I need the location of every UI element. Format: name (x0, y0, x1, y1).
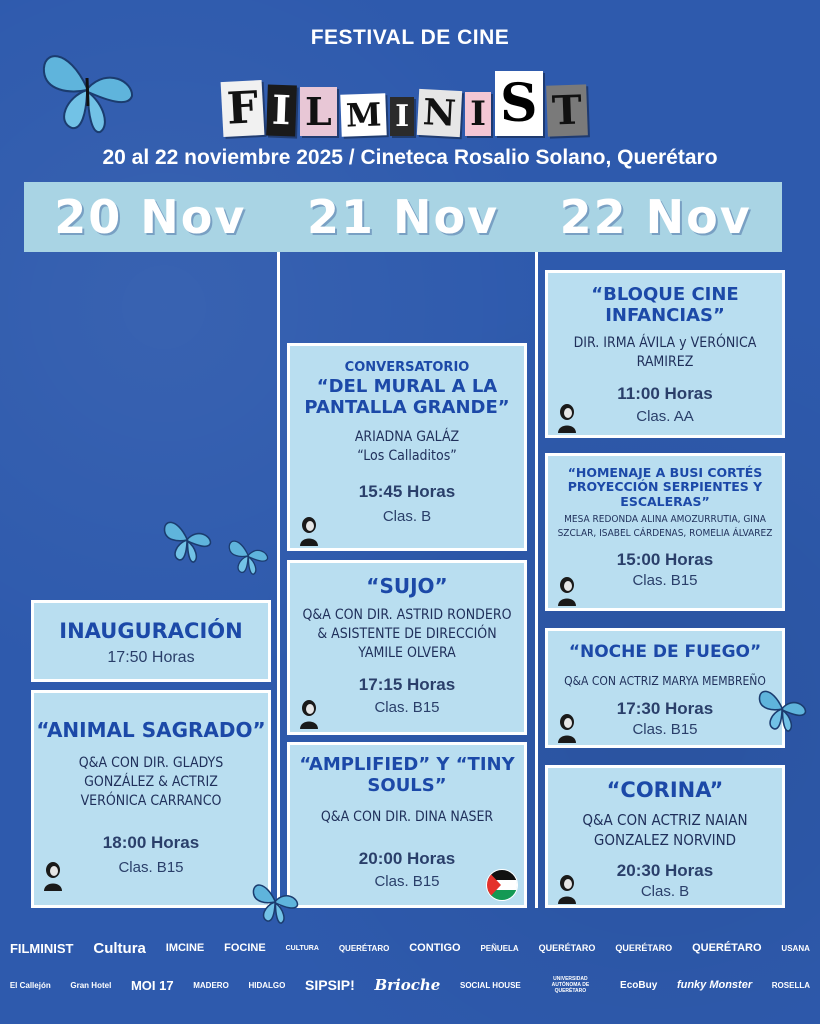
sponsor-logo: QUERÉTARO (692, 942, 762, 954)
event-description (548, 810, 782, 851)
sponsor-logo: Brioche (374, 976, 441, 994)
event-card-homenaje (545, 453, 785, 611)
event-card-amplified (287, 742, 527, 908)
title-line: SOULS” (367, 774, 447, 796)
sponsor-logo: Cultura (93, 939, 146, 957)
sponsor-logo: USANA (781, 943, 810, 953)
day-label: 21 Nov (306, 190, 500, 244)
director-portrait-icon (298, 699, 320, 729)
logo-letter: N (417, 89, 462, 137)
director-portrait-icon (42, 861, 64, 891)
event-title (290, 377, 524, 418)
rating-label: Clas. B15 (118, 858, 184, 876)
rating-label: Clas. AA (636, 408, 694, 426)
sponsor-logo: Gran Hotel (70, 980, 112, 990)
logo-letter: I (390, 97, 414, 136)
title-line: PANTALLA GRANDE” (304, 396, 510, 418)
festival-label: FESTIVAL DE CINE (310, 26, 510, 49)
day-label: 20 Nov (54, 190, 247, 244)
event-title (548, 466, 782, 509)
title-line: “BLOQUE CINE (591, 284, 739, 305)
event-time: 17:50 Horas (107, 649, 195, 667)
event-time: 17:15 Horas (358, 674, 456, 694)
event-description (34, 754, 268, 811)
butterfly-icon (38, 42, 136, 134)
description-line: & ASISTENTE DE DIRECCIÓN (317, 625, 497, 642)
description-line: ARIADNA GALÁZ (354, 429, 460, 446)
description-line: GONZALEZ NORVIND (593, 831, 737, 850)
event-card-mural (287, 343, 527, 551)
sponsor-logo: EcoBuy (620, 979, 658, 991)
filminist-logo (222, 56, 586, 136)
description-line: RAMIREZ (636, 354, 694, 371)
sponsor-logo: QUERÉTARO (615, 943, 673, 953)
logo-letter: M (340, 93, 387, 137)
sponsor-logo: CULTURA (285, 944, 319, 952)
sponsor-logo: PEÑUELA (480, 943, 519, 953)
title-line: “HOMENAJE A BUSI CORTÉS (567, 465, 763, 480)
event-card-inauguracion (31, 600, 271, 682)
description-line: VERÓNICA CARRANCO (80, 792, 222, 809)
event-card-sujo (287, 560, 527, 735)
sponsor-logo: SOCIAL HOUSE (459, 980, 521, 990)
rating-label: Clas. B15 (632, 720, 698, 738)
logo-letter: I (465, 92, 491, 136)
logo-letter: L (300, 87, 337, 136)
event-time: 17:30 Horas (616, 698, 714, 718)
event-title: “CORINA” (606, 778, 724, 802)
sponsor-logos-row (0, 936, 820, 960)
rating-label: Clas. B15 (374, 873, 440, 891)
event-time: 15:00 Horas (616, 550, 714, 570)
event-card-noche-de-fuego (545, 628, 785, 748)
event-title (290, 755, 524, 796)
sponsor-logo: QUERÉTARO (538, 943, 596, 953)
description-line: DIR. IRMA ÁVILA y VERÓNICA (573, 335, 757, 352)
description-line: Q&A CON DIR. GLADYS (78, 755, 224, 771)
rating-label: Clas. B15 (632, 572, 698, 590)
description-line: Q&A CON ACTRIZ NAIAN (582, 811, 748, 830)
sponsor-logo: MOI 17 (130, 977, 174, 993)
rating-label: Clas. B (640, 882, 690, 900)
date-header-band (24, 182, 782, 252)
sponsor-logo: FILMINIST (9, 940, 74, 956)
event-description (548, 334, 782, 372)
event-time: 20:00 Horas (358, 849, 456, 869)
description-line: YAMILE OLVERA (358, 644, 456, 661)
description-line: MESA REDONDA ALINA AMOZURRUTIA, GINA (564, 514, 766, 526)
description-line: GONZÁLEZ & ACTRIZ (84, 773, 218, 790)
title-line: “DEL MURAL A LA (316, 376, 498, 397)
title-line: PROYECCIÓN SERPIENTES Y (567, 479, 763, 495)
butterfly-icon (160, 515, 214, 563)
sponsor-logo: UNIVERSIDAD AUTÓNOMA DE QUERÉTARO (551, 976, 590, 994)
director-portrait-icon (556, 576, 578, 606)
butterfly-icon (248, 878, 302, 924)
title-line: ESCALERAS” (620, 493, 710, 509)
sponsor-logo: El Callejón (9, 980, 51, 990)
sponsor-logo: ROSELLA (771, 980, 811, 990)
logo-letter: I (266, 85, 296, 137)
event-time: 15:45 Horas (358, 482, 456, 502)
logo-letter: T (546, 84, 588, 136)
event-description (290, 428, 524, 466)
event-card-infancias (545, 270, 785, 438)
event-title (548, 285, 782, 326)
sponsor-logos-row (0, 970, 820, 1000)
event-description: Q&A CON ACTRIZ MARYA MEMBREÑO (564, 673, 766, 688)
rating-label: Clas. B15 (374, 698, 440, 716)
rating-label: Clas. B (382, 508, 432, 526)
title-line: INFANCIAS” (605, 304, 725, 326)
butterfly-icon (226, 535, 270, 575)
title-line: “AMPLIFIED” Y “TINY (299, 754, 515, 775)
event-category: CONVERSATORIO (344, 360, 470, 375)
description-line: Q&A CON DIR. ASTRID RONDERO (302, 607, 512, 623)
event-card-animal-sagrado (31, 690, 271, 908)
sponsor-logo: IMCINE (165, 942, 205, 954)
event-title: “SUJO” (366, 574, 448, 598)
event-dates-venue: 20 al 22 noviembre 2025 / Cineteca Rosalio Solano, Querétaro (102, 146, 718, 169)
event-time: 18:00 Horas (102, 832, 200, 852)
event-time: 11:00 Horas (617, 384, 713, 404)
sponsor-logo: funky Monster (676, 979, 753, 991)
event-title: “ANIMAL SAGRADO” (36, 718, 266, 742)
description-line: SZCLAR, ISABEL CÁRDENAS, ROMELIA ÁLVAREZ (557, 527, 773, 539)
logo-letter: F (221, 80, 265, 137)
event-title: INAUGURACIÓN (59, 619, 243, 643)
director-portrait-icon (298, 516, 320, 546)
event-time: 20:30 Horas (616, 860, 714, 880)
column-divider (535, 252, 538, 908)
sponsor-logo: HIDALGO (248, 980, 286, 990)
sponsor-logo: MADERO (193, 980, 229, 990)
description-line: “Los Calladitos” (357, 448, 457, 465)
event-description (290, 606, 524, 663)
day-label: 22 Nov (559, 190, 752, 244)
sponsor-logo: SIPSIP! (305, 977, 355, 993)
sponsor-logo: CONTIGO (409, 942, 461, 954)
event-title: “NOCHE DE FUEGO” (568, 642, 762, 662)
director-portrait-icon (556, 713, 578, 743)
event-card-corina (545, 765, 785, 908)
event-description (548, 513, 782, 540)
director-portrait-icon (556, 403, 578, 433)
director-portrait-icon (556, 874, 578, 904)
event-description: Q&A CON DIR. DINA NASER (320, 809, 494, 826)
palestine-flag-icon (486, 869, 518, 901)
sponsor-logo: QUERÉTARO (338, 943, 390, 953)
column-divider (277, 252, 280, 908)
logo-letter: S (495, 71, 543, 136)
butterfly-icon (756, 684, 808, 732)
sponsor-logo: FOCINE (224, 942, 266, 954)
